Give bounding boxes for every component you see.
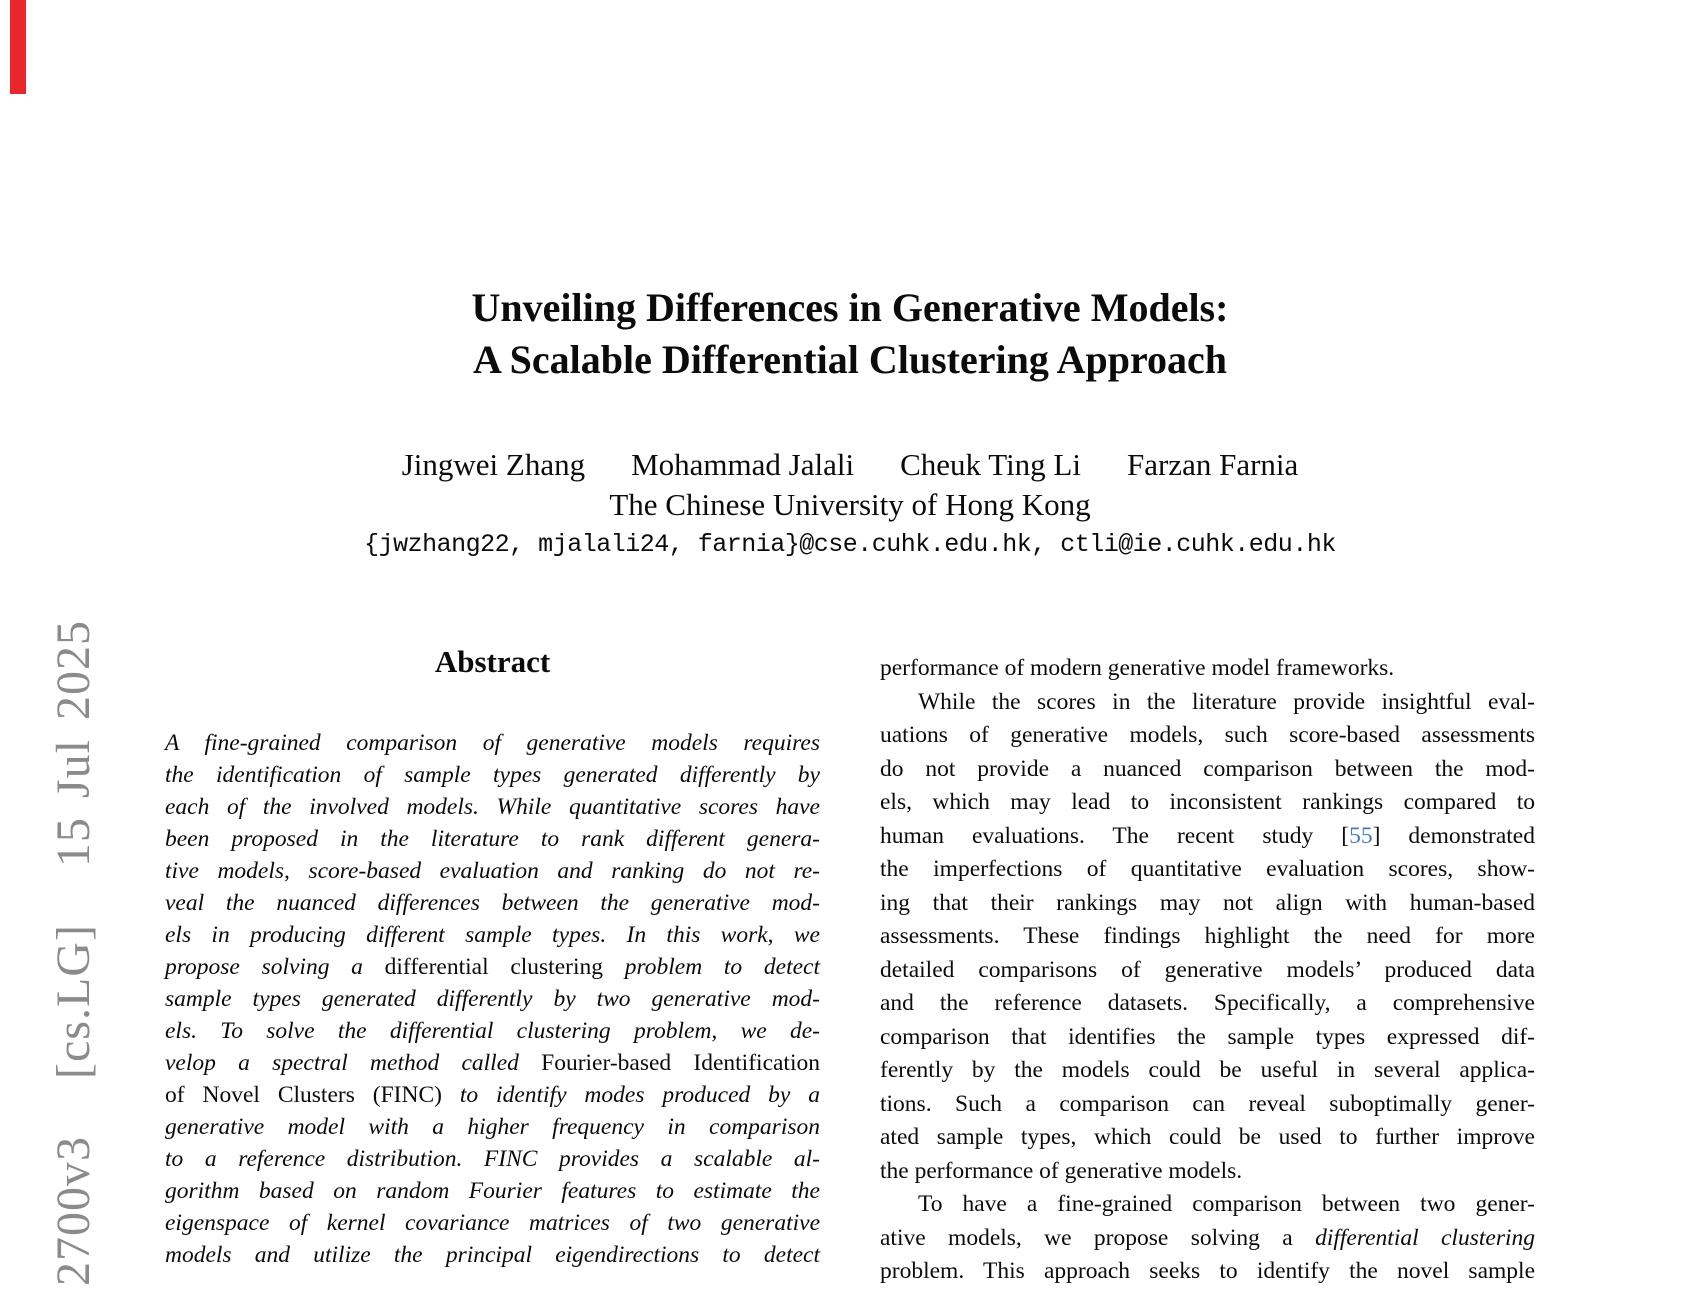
text-segment: assessments. These findings highlight the need for more — [880, 923, 1535, 949]
text-segment: While the scores in the literature provide insightful eval- — [918, 688, 1535, 715]
body-line — [880, 753, 1535, 787]
author-name: Mohammad Jalali — [631, 447, 855, 482]
abstract-line — [165, 1047, 820, 1079]
affiliation: The Chinese University of Hong Kong — [609, 487, 1091, 522]
abstract-line — [165, 919, 820, 951]
abstract-column — [165, 644, 820, 1271]
text-segment: propose solving a — [165, 954, 385, 980]
abstract-text — [165, 727, 820, 1271]
text-segment: the imperfections of quantitative evaluation scores, show- — [880, 856, 1535, 882]
citation-link[interactable]: 55 — [1349, 822, 1373, 849]
abstract-line — [165, 1111, 820, 1143]
text-segment: els, which may lead to inconsistent rankings compared to — [880, 789, 1535, 815]
text-segment: els in producing different sample types. In this work, we — [165, 922, 820, 948]
text-segment: ated sample types, which could be used to further improve — [880, 1124, 1535, 1150]
abstract-line — [165, 823, 820, 855]
text-segment: A fine-grained comparison of generative models requires — [165, 730, 820, 756]
text-segment: of Novel Clusters (FINC) — [165, 1082, 460, 1108]
body-line — [880, 1188, 1535, 1222]
text-segment: been proposed in the literature to rank different genera- — [165, 826, 820, 852]
body-line — [880, 1222, 1535, 1256]
text-segment: To have a fine-grained comparison between two gener- — [918, 1191, 1535, 1217]
text-segment: detailed comparisons of generative models’ produced data — [880, 956, 1535, 983]
text-segment: performance of modern generative model frameworks. — [880, 655, 1395, 681]
text-segment: uations of generative models, such score-based assessments — [880, 722, 1535, 748]
body-line — [880, 1121, 1535, 1155]
text-segment: each of the involved models. While quantitative scores have — [165, 794, 820, 820]
author-name: Farzan Farnia — [1126, 447, 1299, 482]
text-segment: do not provide a nuanced comparison between the mod- — [880, 755, 1535, 782]
abstract-line — [165, 727, 820, 759]
abstract-heading: Abstract — [434, 644, 551, 679]
text-segment: human evaluations. The recent study [ — [880, 822, 1350, 849]
abstract-line — [165, 1175, 820, 1207]
body-line — [880, 820, 1535, 854]
abstract-line — [165, 951, 820, 983]
abstract-line — [165, 1015, 820, 1047]
abstract-line — [165, 983, 820, 1015]
text-segment: the identification of sample types generated differently by — [165, 762, 820, 788]
text-segment: comparison that identifies the sample types expressed dif- — [880, 1023, 1535, 1050]
text-segment: velop a spectral method called — [165, 1050, 542, 1076]
body-line — [880, 987, 1535, 1021]
text-segment: generative model with a higher frequency in comparison — [165, 1114, 820, 1140]
text-segment: ferently by the models could be useful in several applica- — [880, 1057, 1535, 1083]
body-line — [880, 887, 1535, 921]
text-segment: and the reference datasets. Specifically, a comprehensive — [880, 990, 1535, 1016]
intro-column — [880, 652, 1535, 1289]
body-line — [880, 1021, 1535, 1055]
text-segment: the performance of generative models. — [880, 1157, 1243, 1184]
text-segment: differential clustering — [384, 954, 603, 980]
text-segment: differential clustering — [1315, 1224, 1535, 1251]
text-segment: models and utilize the principal eigendirections to detect — [165, 1242, 820, 1268]
body-line — [880, 954, 1535, 988]
abstract-line — [165, 791, 820, 823]
text-segment: veal the nuanced differences between the generative mod- — [165, 890, 820, 916]
abstract-line — [165, 855, 820, 887]
text-segment: to a reference distribution. FINC provides a scalable al- — [165, 1146, 820, 1172]
text-segment: ing that their rankings may not align with human-based — [880, 889, 1535, 916]
text-segment: eigenspace of kernel covariance matrices of two generative — [165, 1210, 820, 1236]
body-line — [880, 1088, 1535, 1122]
body-line — [880, 1255, 1535, 1289]
paper-title — [0, 282, 1700, 386]
red-marker — [10, 0, 26, 94]
text-segment: problem to detect — [603, 954, 820, 980]
abstract-line — [165, 887, 820, 919]
author-name: Jingwei Zhang — [401, 447, 586, 482]
body-line — [880, 786, 1535, 820]
text-segment: ative models, we propose solving a — [880, 1224, 1316, 1251]
text-segment: ] demonstrated — [1372, 822, 1535, 849]
body-line — [880, 1155, 1535, 1189]
body-line — [880, 1054, 1535, 1088]
body-line — [880, 920, 1535, 954]
body-line — [880, 853, 1535, 887]
arxiv-watermark: 2700v3 [cs.LG] 15 Jul 2025 — [47, 620, 100, 1286]
paper-title-line-2: A Scalable Differential Clustering Approach — [472, 337, 1228, 382]
abstract-line — [165, 1143, 820, 1175]
abstract-line — [165, 1079, 820, 1111]
text-segment: to identify modes produced by a — [459, 1082, 820, 1108]
text-segment: tions. Such a comparison can reveal suboptimally gener- — [880, 1090, 1535, 1117]
author-row — [0, 448, 1700, 482]
author-emails: {jwzhang22, mjalali24, farnia}@cse.cuhk.edu.hk, ctli@ie.cuhk.edu.hk — [364, 530, 1336, 559]
body-line — [880, 686, 1535, 720]
text-segment: problem. This approach seeks to identify the novel sample — [880, 1258, 1535, 1284]
text-segment: sample types generated differently by two generative mod- — [165, 986, 820, 1012]
body-line — [880, 652, 1535, 686]
abstract-line — [165, 1207, 820, 1239]
abstract-line — [165, 759, 820, 791]
author-name: Cheuk Ting Li — [900, 447, 1081, 482]
body-line — [880, 719, 1535, 753]
text-segment: els. To solve the differential clustering problem, we de- — [165, 1018, 820, 1044]
abstract-line — [165, 1239, 820, 1271]
text-segment: Fourier-based Identification — [541, 1050, 820, 1076]
text-segment: tive models, score-based evaluation and ranking do not re- — [165, 858, 820, 884]
paper-title-line-1: Unveiling Differences in Generative Models: — [471, 285, 1229, 330]
text-segment: gorithm based on random Fourier features to estimate the — [165, 1178, 820, 1204]
